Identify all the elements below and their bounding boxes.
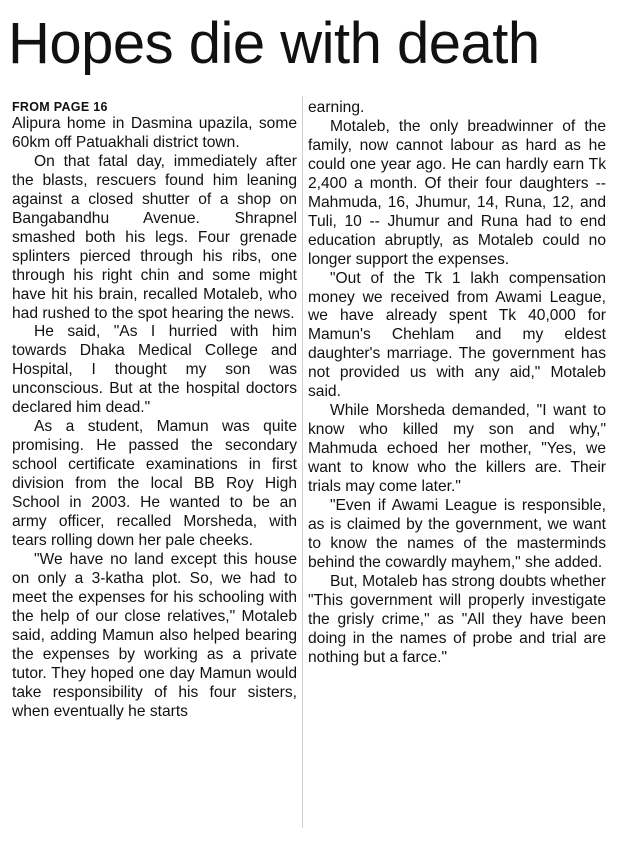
kicker: FROM PAGE 16 (12, 100, 108, 114)
right-column (308, 99, 606, 668)
paragraph: earning. (308, 99, 365, 116)
headline: Hopes die with death (8, 11, 540, 76)
paragraph: "Even if Awami League is responsible, as is claimed by the government, we want to know the names of the masterminds behind the cowardly mayhem," she added. (308, 497, 606, 571)
paragraph: Motaleb, the only breadwinner of the family, now cannot labour as hard as he could one year ago. He can hardly earn Tk 2,400 a month. Of their four daughters -- Mahmuda, 16, Jhumur, 14, Runa, 12, and Tuli, 10 -- Jhumur and Runa had to end education abruptly, as Motaleb could no longer support the expenses. (308, 117, 606, 268)
paragraph: While Morsheda demanded, "I want to know who killed my son and why," Mahmuda echoed her mother, "Yes, we want to know who the killers are. Their trials may come later." (308, 402, 606, 496)
column-divider (302, 96, 303, 828)
paragraph: Alipura home in Dasmina upazila, some 60km off Patuakhali district town. (12, 115, 297, 151)
paragraph: But, Motaleb has strong doubts whether "This government will properly investigate the grisly crime," as "All they have been doing in the names of probe and trial are nothing but a farce." (308, 572, 606, 666)
paragraph: On that fatal day, immediately after the blasts, rescuers found him leaning against a closed shutter of a shop on Bangabandhu Avenue. Shrapnel smashed both his legs. Four grenade splinters pierced through his ribs, one through his right chin and some might have hit his brain, recalled Motaleb, who had rushed to the spot hearing the news. (12, 152, 297, 322)
paragraph: He said, "As I hurried with him towards Dhaka Medical College and Hospital, I thought my son was unconscious. But at the hospital doctors declared him dead." (12, 323, 297, 417)
paragraph: As a student, Mamun was quite promising. He passed the secondary school certificate examinations in first division from the local BB Roy High School in 2003. He wanted to be an army officer, recalled Morsheda, with tears rolling down her pale cheeks. (12, 418, 297, 549)
paragraph: "Out of the Tk 1 lakh compensation money we received from Awami League, we have already spent Tk 40,000 for Mamun's Chehlam and my eldest daughter's marriage. The government has not provided us with any aid," Motaleb said. (308, 269, 606, 401)
left-column (12, 99, 297, 722)
paragraph: "We have no land except this house on only a 3-katha plot. So, we had to meet the expenses for his schooling with the help of our close relatives," Motaleb said, adding Mamun also helped bearing the expenses by working as a private tutor. They hoped one day Mamun would take responsibility of his four sisters, when eventually he starts (12, 550, 297, 720)
